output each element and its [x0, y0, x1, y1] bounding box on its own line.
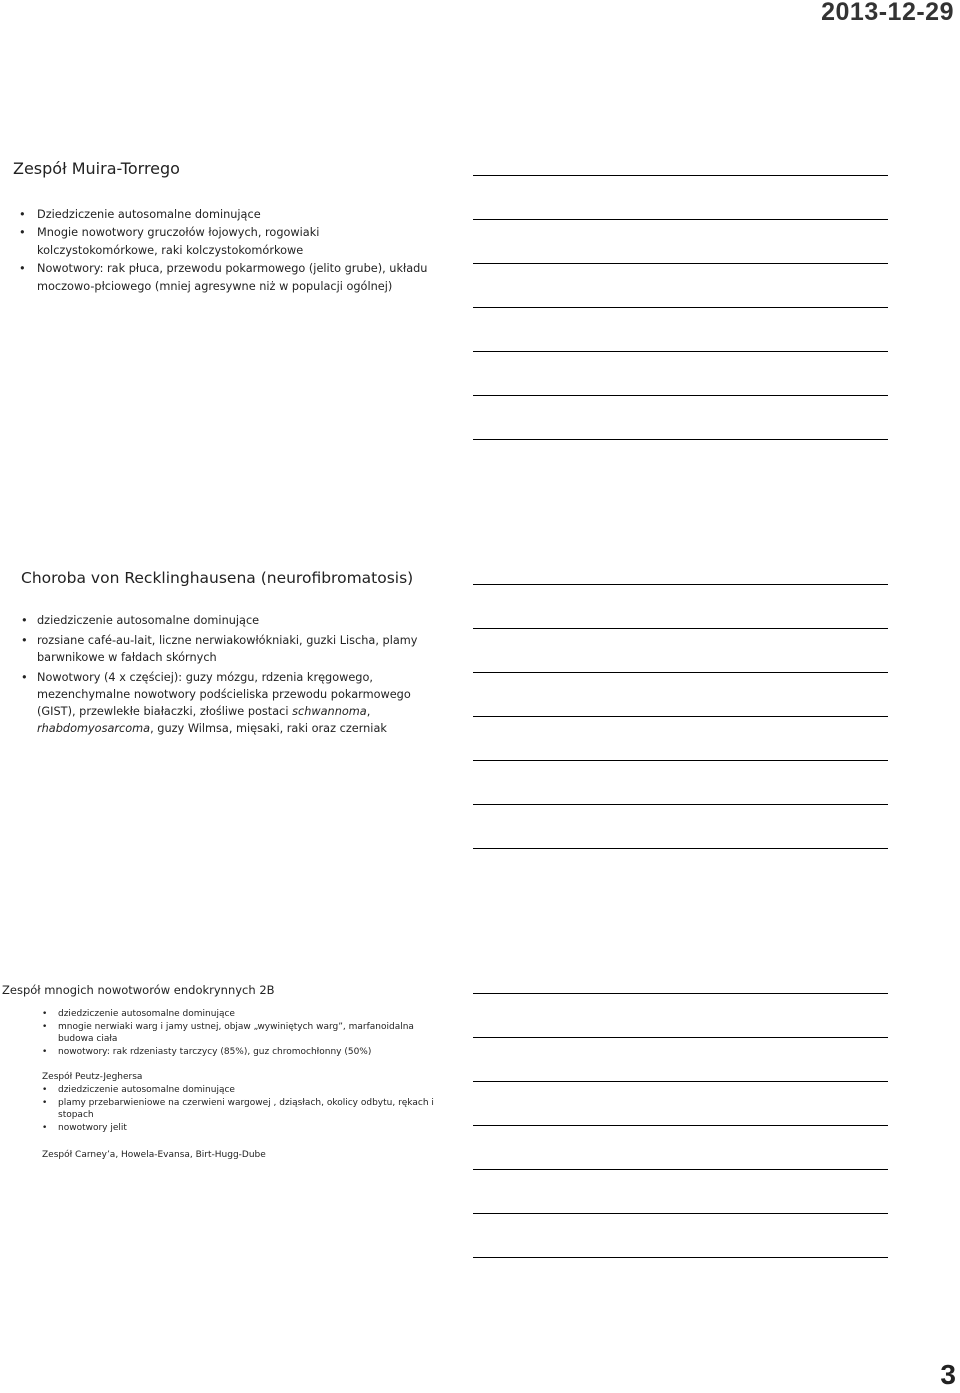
slide-title: Zespół Muira-Torrego: [13, 159, 180, 178]
note-line: [473, 1213, 888, 1214]
bullet-item: [21, 669, 421, 737]
note-line: [473, 672, 888, 673]
note-line: [473, 716, 888, 717]
bullet-item: • dziedziczenie autosomalne dominujące: [42, 1084, 442, 1096]
note-line: [473, 263, 888, 264]
note-line: [473, 993, 888, 994]
slide-title: Zespół mnogich nowotworów endokrynnych 2B: [2, 983, 275, 997]
slide-neurofibromatosis: [21, 567, 421, 740]
note-line: [473, 1169, 888, 1170]
bullet-item: • Nowotwory: rak płuca, przewodu pokarmowego (jelito grube), układu moczowo-płciowego (mniej agresywne niż w populacji ogólnej): [13, 260, 433, 296]
bullet-item: • mnogie nerwiaki warg i jamy ustnej, objaw „wywiniętych warg”, marfanoidalna budowa ciała: [42, 1021, 442, 1045]
note-line: [473, 395, 888, 396]
note-line: [473, 848, 888, 849]
bullet-item: • dziedziczenie autosomalne dominujące: [42, 1008, 442, 1020]
note-line: [473, 351, 888, 352]
bullet-item: • Mnogie nowotwory gruczołów łojowych, rogowiaki kolczystokomórkowe, raki kolczystokomórkowe: [13, 224, 433, 260]
note-line: [473, 628, 888, 629]
italic-term: schwannoma: [292, 705, 367, 718]
slide-men2b: [2, 981, 442, 1161]
bullet-list: [42, 1008, 442, 1058]
section-subtitle: Zespół Peutz-Jeghersa: [42, 1072, 143, 1082]
bullet-list: [42, 1084, 442, 1134]
italic-term: rhabdomyosarcoma: [37, 722, 151, 735]
note-line: [473, 307, 888, 308]
note-line: [473, 439, 888, 440]
page-number: 3: [940, 1359, 956, 1390]
note-line: [473, 175, 888, 176]
note-line: [473, 584, 888, 585]
note-line: [473, 804, 888, 805]
bullet-text: ,: [366, 705, 371, 718]
bullet-item: • nowotwory jelit: [42, 1122, 442, 1134]
note-line: [473, 760, 888, 761]
bullet-item: • plamy przebarwieniowe na czerwieni wargowej , dziąsłach, okolicy odbytu, rękach i stopach: [42, 1097, 442, 1121]
note-line: [473, 1081, 888, 1082]
note-line: [473, 1125, 888, 1126]
bullet-list: [21, 612, 421, 737]
bullet-item: • rozsiane café-au-lait, liczne nerwiakowłókniaki, guzki Lischa, plamy barwnikowe w fałdach skórnych: [21, 632, 421, 666]
bullet-item: • nowotwory: rak rdzeniasty tarczycy (85%), guz chromochłonny (50%): [42, 1046, 442, 1058]
bullet-item: • dziedziczenie autosomalne dominujące: [21, 612, 421, 629]
note-line: [473, 219, 888, 220]
bullet-list: [13, 206, 433, 296]
bullet-text: Nowotwory (4 x częściej): guzy mózgu, rdzenia kręgowego, mezenchymalne nowotwory podścieliska przewodu pokarmowego (GIST), przewlekłe białaczki, złośliwe postaci: [37, 671, 411, 718]
bullet-text: , guzy Wilmsa, mięsaki, raki oraz czerniak: [150, 722, 387, 735]
bullet-item: • Dziedziczenie autosomalne dominujące: [13, 206, 433, 224]
section-subtitle: Zespół Carney’a, Howela-Evansa, Birt-Hugg-Dube: [42, 1149, 266, 1160]
slide-title: Choroba von Recklinghausena (neurofibromatosis): [21, 569, 414, 587]
page-date: 2013-12-29: [821, 0, 954, 26]
note-line: [473, 1257, 888, 1258]
slide-muir-torre: [13, 158, 433, 296]
note-line: [473, 1037, 888, 1038]
